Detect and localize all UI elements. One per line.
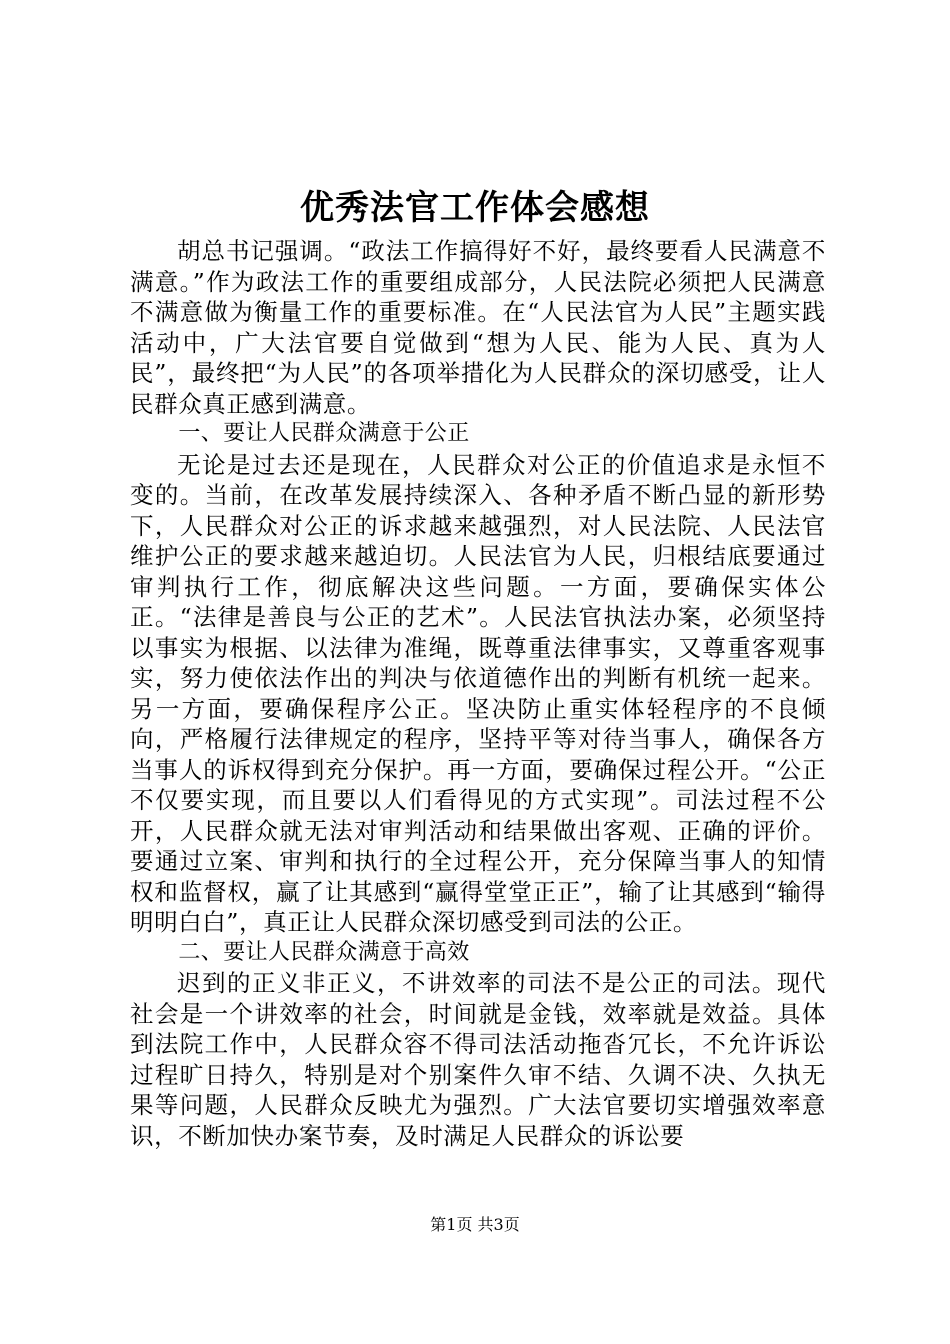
document-body xyxy=(130,236,826,1151)
section-heading-efficiency: 二、要让人民群众满意于高效 xyxy=(178,939,470,965)
section-heading-justice: 一、要让人民群众满意于公正 xyxy=(178,421,470,446)
document-title: 优秀法官工作体会感想 xyxy=(300,188,650,228)
paragraph-intro: 胡总书记强调。“政法工作搞得好不好，最终要看人民满意不满意。”作为政法工作的重要组成部分，人民法院必须把人民满意不满意做为衡量工作的重要标准。在“人民法官为人民”主题实践活动中，广大法官要自觉做到“想为人民、能为人民、真为人民”，最终把“为人民”的各项举措化为人民群众的深切感受，让人民群众真正感到满意。 xyxy=(130,237,826,418)
page-number-footer: 第1页 共3页 xyxy=(430,1215,520,1234)
paragraph-justice: 无论是过去还是现在，人民群众对公正的价值追求是永恒不变的。当前，在改革发展持续深入、各种矛盾不断凸显的新形势下，人民群众对公正的诉求越来越强烈，对人民法院、人民法官维护公正的要求越来越迫切。人民法官为人民，归根结底要通过审判执行工作，彻底解决这些问题。一方面，要确保实体公正。“法律是善良与公正的艺术”。人民法官执法办案，必须坚持以事实为根据、以法律为准绳，既尊重法律事实，又尊重客观事实，努力使依法作出的判决与依道德作出的判断有机统一起来。另一方面，要确保程序公正。坚决防止重实体轻程序的不良倾向，严格履行法律规定的程序，坚持平等对待当事人，确保各方当事人的诉权得到充分保护。再一方面，要确保过程公开。“公正不仅要实现，而且要以人们看得见的方式实现”。司法过程不公开，人民群众就无法对审判活动和结果做出客观、正确的评价。要通过立案、审判和执行的全过程公开，充分保障当事人的知情权和监督权，赢了让其感到“赢得堂堂正正”，输了让其感到“输得明明白白”，真正让人民群众深切感受到司法的公正。 xyxy=(130,450,826,936)
paragraph-efficiency: 迟到的正义非正义，不讲效率的司法不是公正的司法。现代社会是一个讲效率的社会，时间就是金钱，效率就是效益。具体到法院工作中，人民群众容不得司法活动拖沓冗长，不允许诉讼过程旷日持久，特别是对个别案件久审不结、久调不决、久执无果等问题，人民群众反映尤为强烈。广大法官要切实增强效率意识，不断加快办案节奏，及时满足人民群众的诉讼要 xyxy=(130,969,826,1150)
